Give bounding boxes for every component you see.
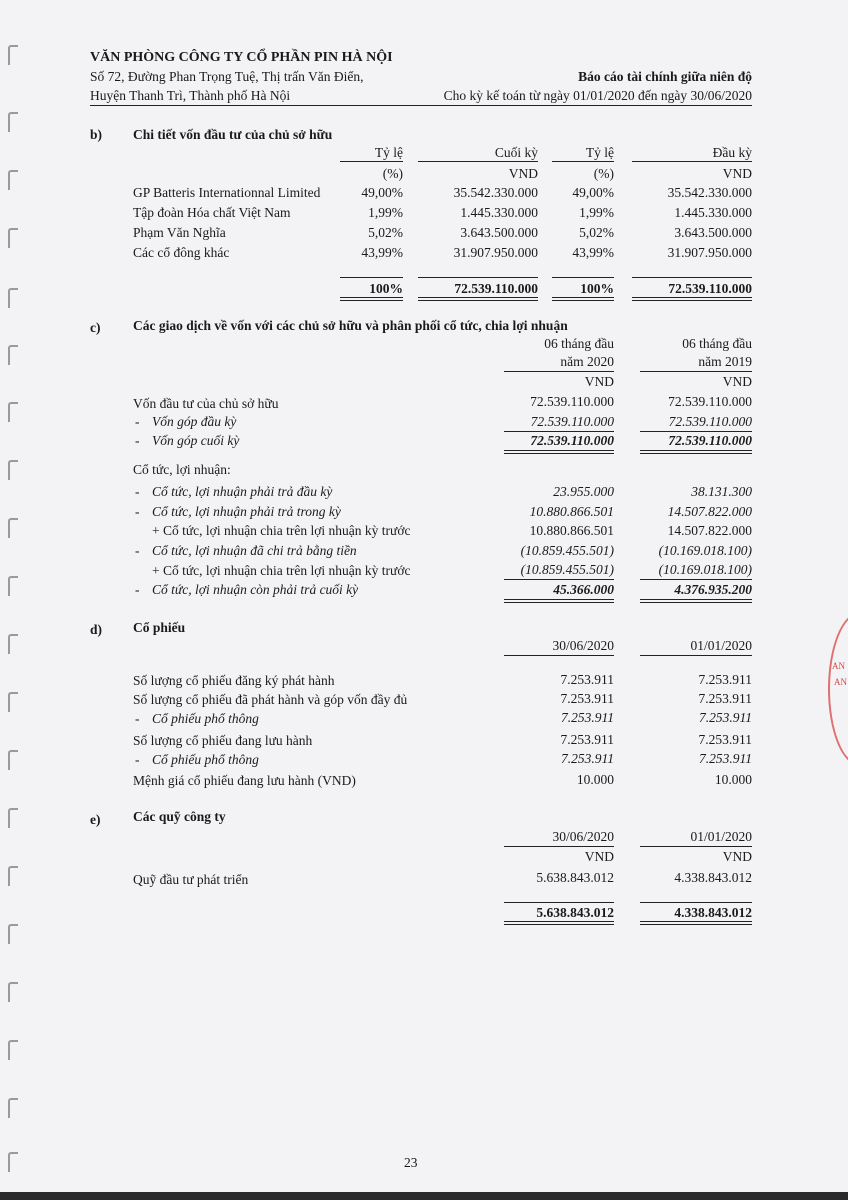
- value-date1: 7.253.911: [561, 751, 614, 766]
- capital-end: 1.445.330.000: [460, 205, 538, 220]
- col-header-ratio-begin: Tỷ lệ: [585, 145, 614, 160]
- value-date2: 7.253.911: [698, 732, 752, 747]
- total-capital-end: 72.539.110.000: [454, 281, 538, 296]
- total-date2: 4.338.843.012: [674, 905, 752, 920]
- unit-label: (%): [382, 166, 403, 181]
- binder-hole: [8, 402, 18, 422]
- dash-bullet: -: [135, 484, 140, 499]
- header-underline: [640, 655, 752, 656]
- binder-hole: [8, 982, 18, 1002]
- capital-end: 31.907.950.000: [453, 245, 538, 260]
- value-2020: (10.859.455.501): [520, 562, 614, 577]
- row-label: Cổ phiếu phổ thông: [152, 752, 259, 767]
- value-date2: 4.338.843.012: [674, 870, 752, 885]
- col-header-date1: 30/06/2020: [552, 829, 614, 844]
- col-header-opening: Đầu kỳ: [712, 145, 752, 160]
- seal-text: AN: [834, 677, 847, 687]
- header-underline: [552, 161, 614, 162]
- header-underline: [418, 161, 538, 162]
- ratio-begin: 49,00%: [572, 185, 614, 200]
- value-2019: (10.169.018.100): [658, 543, 752, 558]
- shareholder-name: GP Batteris Internationnal Limited: [133, 185, 321, 200]
- section-d-letter: d): [90, 622, 103, 637]
- dash-bullet: -: [135, 433, 140, 448]
- section-e-title: Các quỹ công ty: [133, 809, 226, 824]
- header-underline: [640, 371, 752, 372]
- row-label: + Cổ tức, lợi nhuận chia trên lợi nhuận kỳ trước: [152, 523, 411, 538]
- binder-hole: [8, 576, 18, 596]
- total-capital-begin: 72.539.110.000: [668, 281, 752, 296]
- row-label: + Cổ tức, lợi nhuận chia trên lợi nhuận kỳ trước: [152, 563, 411, 578]
- row-label: Vốn đầu tư của chủ sở hữu: [133, 396, 279, 411]
- section-c-letter: c): [90, 320, 101, 335]
- subtotal-rule: [504, 579, 614, 580]
- value-date2: 7.253.911: [698, 672, 752, 687]
- row-label: Vốn góp cuối kỳ: [152, 433, 240, 448]
- company-address-line1: Số 72, Đường Phan Trọng Tuệ, Thị trấn Văn Điển,: [90, 69, 364, 84]
- shareholder-name: Các cổ đông khác: [133, 245, 230, 260]
- value-2019: 4.376.935.200: [674, 582, 752, 597]
- row-label: Mệnh giá cổ phiếu đang lưu hành (VND): [133, 773, 356, 788]
- value-2020: (10.859.455.501): [520, 543, 614, 558]
- value-2019: 14.507.822.000: [667, 504, 752, 519]
- binder-hole: [8, 460, 18, 480]
- section-e-letter: e): [90, 812, 101, 827]
- unit-label: (%): [593, 166, 614, 181]
- value-2019: 72.539.110.000: [668, 394, 752, 409]
- header-underline: [340, 161, 403, 162]
- row-label: Cổ tức, lợi nhuận:: [133, 462, 231, 477]
- col-header-date1: 30/06/2020: [552, 638, 614, 653]
- section-b-letter: b): [90, 127, 103, 142]
- col-header-date2: 01/01/2020: [690, 829, 752, 844]
- binder-hole: [8, 45, 18, 65]
- binder-hole: [8, 1040, 18, 1060]
- double-rule: [632, 297, 752, 301]
- header-underline: [632, 161, 752, 162]
- double-rule: [552, 297, 614, 301]
- header-rule: [90, 105, 752, 106]
- double-rule: [504, 450, 614, 454]
- row-label: Số lượng cổ phiếu đang lưu hành: [133, 733, 313, 748]
- company-seal: [828, 612, 848, 762]
- value-2019: 38.131.300: [691, 484, 752, 499]
- value-2019: (10.169.018.100): [658, 562, 752, 577]
- binder-hole: [8, 808, 18, 828]
- col-header-2019-line2: năm 2019: [698, 354, 752, 369]
- value-date2: 7.253.911: [699, 710, 752, 725]
- binder-hole: [8, 518, 18, 538]
- section-b-title: Chi tiết vốn đầu tư của chủ sở hữu: [133, 127, 333, 142]
- value-date1: 7.253.911: [560, 672, 614, 687]
- scan-edge: [0, 1192, 848, 1200]
- value-2020: 10.880.866.501: [529, 504, 614, 519]
- unit-label: VND: [508, 166, 538, 181]
- binder-hole: [8, 288, 18, 308]
- dash-bullet: -: [135, 414, 140, 429]
- ratio-begin: 5,02%: [579, 225, 614, 240]
- total-date1: 5.638.843.012: [536, 905, 614, 920]
- ratio-begin: 1,99%: [579, 205, 614, 220]
- double-rule: [640, 599, 752, 603]
- dash-bullet: -: [135, 504, 140, 519]
- unit-label: VND: [584, 374, 614, 389]
- double-rule: [640, 921, 752, 925]
- company-name: VĂN PHÒNG CÔNG TY CỔ PHẦN PIN HÀ NỘI: [90, 50, 393, 65]
- subtotal-rule: [640, 431, 752, 432]
- row-label: Cổ tức, lợi nhuận đã chi trả bằng tiền: [152, 543, 357, 558]
- page-number: 23: [404, 1155, 418, 1170]
- capital-begin: 3.643.500.000: [674, 225, 752, 240]
- total-rule: [340, 277, 403, 278]
- double-rule: [340, 297, 403, 301]
- row-label: Cổ tức, lợi nhuận phải trả trong kỳ: [152, 504, 341, 519]
- capital-begin: 1.445.330.000: [674, 205, 752, 220]
- value-date2: 7.253.911: [699, 751, 752, 766]
- value-2019: 72.539.110.000: [668, 433, 752, 448]
- total-rule: [640, 902, 752, 903]
- header-underline: [640, 846, 752, 847]
- value-date1: 7.253.911: [560, 691, 614, 706]
- capital-begin: 31.907.950.000: [667, 245, 752, 260]
- value-2020: 72.539.110.000: [530, 414, 614, 429]
- seal-text: AN: [832, 661, 845, 671]
- unit-label: VND: [722, 374, 752, 389]
- header-underline: [504, 846, 614, 847]
- double-rule: [504, 599, 614, 603]
- binder-hole: [8, 1098, 18, 1118]
- col-header-closing: Cuối kỳ: [494, 145, 538, 160]
- binder-hole: [8, 634, 18, 654]
- binder-hole: [8, 345, 18, 365]
- ratio-end: 5,02%: [368, 225, 403, 240]
- header-underline: [504, 371, 614, 372]
- double-rule: [640, 450, 752, 454]
- row-label: Cổ phiếu phổ thông: [152, 711, 259, 726]
- total-rule: [418, 277, 538, 278]
- capital-end: 3.643.500.000: [460, 225, 538, 240]
- value-date1: 7.253.911: [561, 710, 614, 725]
- total-ratio-end: 100%: [369, 281, 403, 296]
- ratio-end: 43,99%: [361, 245, 403, 260]
- binder-hole: [8, 866, 18, 886]
- shareholder-name: Phạm Văn Nghĩa: [133, 225, 226, 240]
- ratio-end: 49,00%: [361, 185, 403, 200]
- report-period: Cho kỳ kế toán từ ngày 01/01/2020 đến ngày 30/06/2020: [443, 88, 752, 103]
- col-header-ratio-end: Tỷ lệ: [374, 145, 403, 160]
- total-rule: [552, 277, 614, 278]
- value-2019: 14.507.822.000: [667, 523, 752, 538]
- dash-bullet: -: [135, 582, 140, 597]
- binder-hole: [8, 112, 18, 132]
- company-address-line2: Huyện Thanh Trì, Thành phố Hà Nội: [90, 88, 291, 103]
- value-2020: 72.539.110.000: [530, 433, 614, 448]
- value-2019: 72.539.110.000: [668, 414, 752, 429]
- total-rule: [504, 902, 614, 903]
- col-header-date2: 01/01/2020: [690, 638, 752, 653]
- section-d-title: Cổ phiếu: [133, 620, 186, 635]
- total-ratio-begin: 100%: [580, 281, 614, 296]
- row-label: Cổ tức, lợi nhuận phải trả đầu kỳ: [152, 484, 333, 499]
- unit-label: VND: [722, 166, 752, 181]
- section-c-title: Các giao dịch về vốn với các chủ sở hữu và phân phối cổ tức, chia lợi nhuận: [133, 318, 568, 333]
- binder-hole: [8, 750, 18, 770]
- total-rule: [632, 277, 752, 278]
- row-label: Vốn góp đầu kỳ: [152, 414, 237, 429]
- double-rule: [504, 921, 614, 925]
- row-label: Quỹ đầu tư phát triển: [133, 872, 249, 887]
- dash-bullet: -: [135, 752, 140, 767]
- unit-label: VND: [722, 849, 752, 864]
- value-date1: 10.000: [576, 772, 614, 787]
- value-date2: 7.253.911: [698, 691, 752, 706]
- dash-bullet: -: [135, 711, 140, 726]
- ratio-begin: 43,99%: [572, 245, 614, 260]
- capital-end: 35.542.330.000: [453, 185, 538, 200]
- value-date1: 7.253.911: [560, 732, 614, 747]
- subtotal-rule: [640, 579, 752, 580]
- double-rule: [418, 297, 538, 301]
- col-header-2020-line1: 06 tháng đầu: [544, 336, 614, 351]
- binder-hole: [8, 924, 18, 944]
- capital-begin: 35.542.330.000: [667, 185, 752, 200]
- row-label: Số lượng cổ phiếu đăng ký phát hành: [133, 673, 335, 688]
- value-date1: 5.638.843.012: [536, 870, 614, 885]
- header-underline: [504, 655, 614, 656]
- shareholder-name: Tập đoàn Hóa chất Việt Nam: [133, 205, 291, 220]
- binder-hole: [8, 1152, 18, 1172]
- value-2020: 10.880.866.501: [529, 523, 614, 538]
- row-label: Số lượng cổ phiếu đã phát hành và góp vốn đầy đủ: [133, 692, 408, 707]
- row-label: Cổ tức, lợi nhuận còn phải trả cuối kỳ: [152, 582, 359, 597]
- col-header-2020-line2: năm 2020: [560, 354, 614, 369]
- value-2020: 23.955.000: [553, 484, 614, 499]
- report-title: Báo cáo tài chính giữa niên độ: [578, 69, 752, 84]
- ratio-end: 1,99%: [368, 205, 403, 220]
- value-date2: 10.000: [714, 772, 752, 787]
- col-header-2019-line1: 06 tháng đầu: [682, 336, 752, 351]
- value-2020: 45.366.000: [553, 582, 614, 597]
- binder-hole: [8, 692, 18, 712]
- unit-label: VND: [584, 849, 614, 864]
- subtotal-rule: [504, 431, 614, 432]
- binder-hole: [8, 228, 18, 248]
- dash-bullet: -: [135, 543, 140, 558]
- value-2020: 72.539.110.000: [530, 394, 614, 409]
- binder-hole: [8, 170, 18, 190]
